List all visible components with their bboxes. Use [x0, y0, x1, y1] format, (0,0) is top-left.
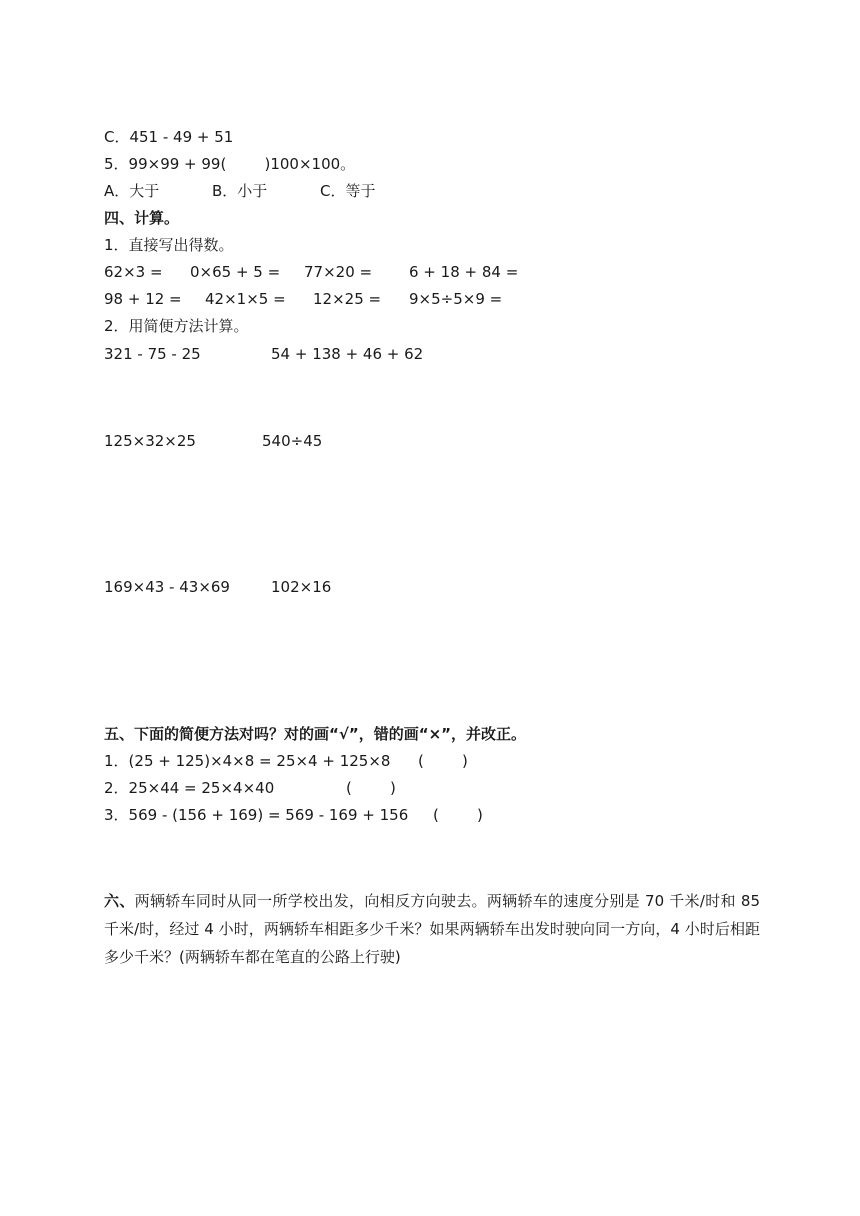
judge-answer-blank[interactable]: ( ) [433, 806, 483, 824]
oral-calc-item: 42×1×5 = [205, 290, 286, 308]
judge-item-3: 3．569 - (156 + 169) = 569 - 169 + 156 [104, 806, 409, 824]
simplify-calc-item: 321 - 75 - 25 [104, 345, 201, 363]
section-6-heading: 六、 [104, 892, 135, 910]
oral-calc-item: 98 + 12 = [104, 290, 182, 308]
section-6-word-problem [104, 887, 760, 971]
oral-calc-item: 12×25 = [313, 290, 382, 308]
section-4-part-2-title: 2．用简便方法计算。 [104, 317, 249, 335]
judge-item-2: 2．25×44 = 25×4×40 [104, 779, 275, 797]
simplify-calc-item: 54 + 138 + 46 + 62 [271, 345, 424, 363]
section-4-part-1-title: 1．直接写出得数。 [104, 236, 234, 254]
section-4-heading: 四、计算。 [104, 209, 180, 227]
oral-calc-item: 0×65 + 5 = [190, 263, 281, 281]
oral-calc-item: 6 + 18 + 84 = [409, 263, 519, 281]
simplify-calc-item: 540÷45 [262, 432, 323, 450]
oral-calc-item: 62×3 = [104, 263, 163, 281]
simplify-calc-item: 125×32×25 [104, 432, 196, 450]
question-4-option-c: C．451 - 49 + 51 [104, 128, 234, 146]
section-6-text: 两辆轿车同时从同一所学校出发，向相反方向驶去。两辆轿车的速度分别是 70 千米/时和 85 千米/时，经过 4 小时，两辆轿车相距多少千米？如果两辆轿车出发时驶向同一方向，4 小时后相距多少千米？(两辆轿车都在笔直的公路上行驶) [104, 892, 760, 966]
oral-calc-item: 9×5÷5×9 = [409, 290, 503, 308]
judge-answer-blank[interactable]: ( ) [346, 779, 396, 797]
question-5-option-c: C．等于 [320, 182, 376, 200]
simplify-calc-item: 102×16 [271, 578, 332, 596]
question-5-option-a: A．大于 [104, 182, 160, 200]
question-5-stem: 5．99×99 + 99( )100×100。 [104, 155, 356, 173]
judge-item-1: 1．(25 + 125)×4×8 = 25×4 + 125×8 [104, 752, 391, 770]
oral-calc-item: 77×20 = [304, 263, 373, 281]
judge-answer-blank[interactable]: ( ) [418, 752, 468, 770]
simplify-calc-item: 169×43 - 43×69 [104, 578, 230, 596]
section-5-heading: 五、下面的简便方法对吗？对的画“√”，错的画“×”，并改正。 [104, 725, 527, 743]
question-5-option-b: B．小于 [212, 182, 268, 200]
